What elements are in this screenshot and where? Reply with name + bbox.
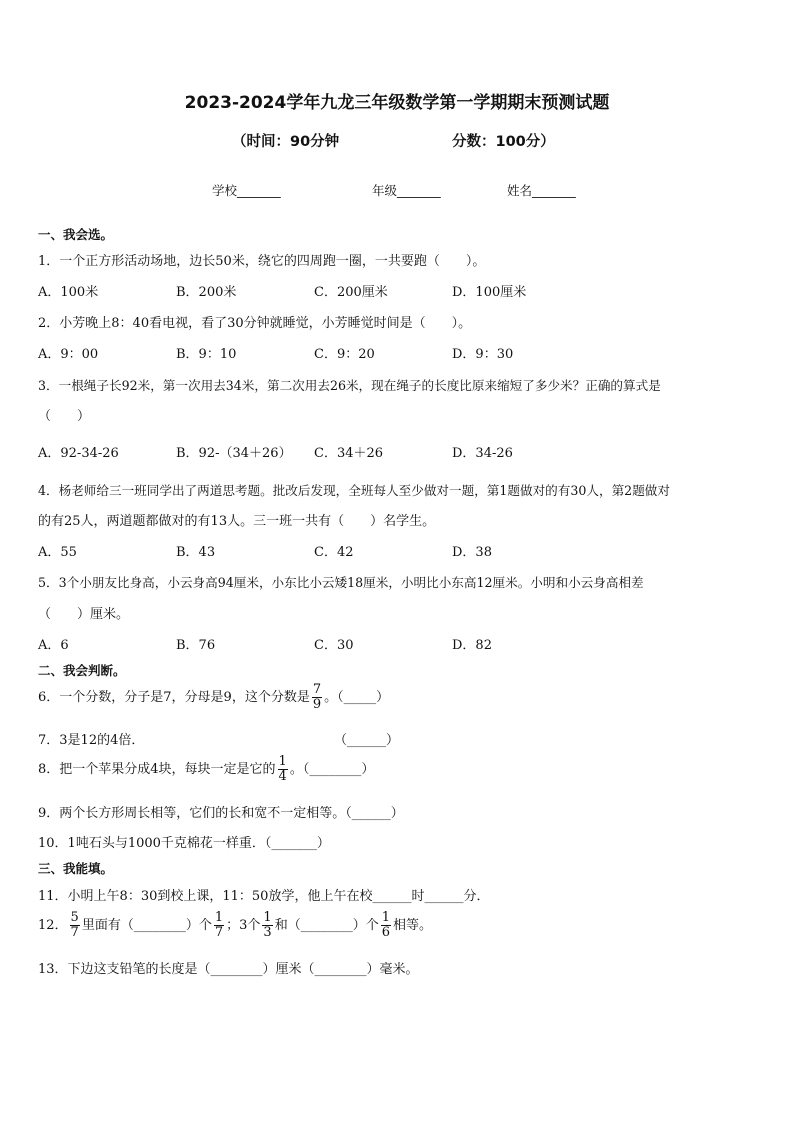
option-b: B．92-（34＋26） <box>176 446 292 461</box>
question-8-text: 8．把一个苹果分成4块，每块一定是它的 <box>38 762 276 777</box>
question-3-blank: （ ） <box>38 409 91 424</box>
option-c: C．34＋26 <box>314 446 384 461</box>
question-2: 2．小芳晚上8：40看电视，看了30分钟就睡觉，小芳睡觉时间是（ ）。 <box>38 316 472 331</box>
question-12-text: ；3个 <box>226 918 261 933</box>
option-a: A．6 <box>38 638 69 653</box>
denominator: 3 <box>263 925 272 940</box>
numerator: 5 <box>70 910 79 925</box>
section-heading: 二、我会判断。 <box>38 663 126 678</box>
option-c: C．30 <box>314 638 354 653</box>
denominator: 7 <box>70 925 79 940</box>
option-b: B．76 <box>176 638 216 653</box>
question-3: 3．一根绳子长92米，第一次用去34米，第二次用去26米，现在绳子的长度比原来缩短了多少米？正确的算式是 <box>38 378 661 393</box>
option-b: B．200米 <box>176 285 237 300</box>
page-title: 2023-2024学年九龙三年级数学第一学期期末预测试题 <box>184 93 610 113</box>
name-field: 姓名_______ <box>507 183 576 198</box>
option-d: D．34-26 <box>452 446 513 461</box>
fraction <box>381 911 391 940</box>
numerator: 1 <box>278 754 287 769</box>
denominator: 6 <box>381 925 390 940</box>
question-7: 7．3是12的4倍． <box>38 733 145 748</box>
option-a: A．100米 <box>38 285 99 300</box>
question-11: 11．小明上午8：30到校上课，11：50放学，他上午在校______时______分． <box>38 889 490 904</box>
section-heading: 三、我能填。 <box>38 861 114 876</box>
question-8 <box>38 755 374 784</box>
denominator: 9 <box>312 697 322 712</box>
option-c: C．9：20 <box>314 347 375 362</box>
option-b: B．9：10 <box>176 347 237 362</box>
question-6-blank: 。（_____） <box>324 690 390 705</box>
question-6 <box>38 683 389 712</box>
question-10: 10．1吨石头与1000千克棉花一样重．（_______） <box>38 836 330 851</box>
question-12 <box>38 911 432 940</box>
option-d: D．9：30 <box>452 347 514 362</box>
question-13: 13．下边这支铅笔的长度是（________）厘米（________）毫米。 <box>38 962 419 977</box>
school-field: 学校_______ <box>212 183 281 198</box>
fraction <box>214 911 224 940</box>
question-7-blank: （______） <box>334 733 400 748</box>
option-c: C．200厘米 <box>314 285 388 300</box>
fraction <box>312 683 322 712</box>
grade-field: 年级_______ <box>372 183 441 198</box>
fraction <box>278 755 288 784</box>
fraction <box>262 911 272 940</box>
question-5: 5．3个小朋友比身高，小云身高94厘米，小东比小云矮18厘米，小明比小东高12厘米。小明和小云身高相差 <box>38 575 644 590</box>
question-8-blank: 。（________） <box>289 762 375 777</box>
fraction <box>70 911 80 940</box>
question-12-text: 和（________）个 <box>274 918 379 933</box>
question-6-text: 6．一个分数，分子是7，分母是9，这个分数是 <box>38 690 310 705</box>
question-1: 1．一个正方形活动场地，边长50米，绕它的四周跑一圈，一共要跑（ ）。 <box>38 254 486 269</box>
numerator: 1 <box>381 910 390 925</box>
option-b: B．43 <box>176 545 216 560</box>
option-a: A．92-34-26 <box>38 446 119 461</box>
question-12-number: 12． <box>38 918 68 933</box>
denominator: 4 <box>278 769 287 784</box>
numerator: 1 <box>263 910 272 925</box>
question-9: 9．两个长方形周长相等，它们的长和宽不一定相等。（______） <box>38 806 404 821</box>
option-d: D．82 <box>452 638 492 653</box>
option-a: A．55 <box>38 545 77 560</box>
section-heading: 一、我会选。 <box>38 227 114 242</box>
option-c: C．42 <box>314 545 354 560</box>
numerator: 1 <box>214 910 224 925</box>
question-4-line2: 的有25人，两道题都做对的有13人。三一班一共有（ ）名学生。 <box>38 514 436 529</box>
option-d: D．100厘米 <box>452 285 527 300</box>
option-a: A．9：00 <box>38 347 99 362</box>
score-label: 分数：100分） <box>452 134 555 150</box>
question-12-text: 相等。 <box>392 918 432 933</box>
denominator: 7 <box>214 925 224 940</box>
time-label: （时间：90分钟 <box>232 134 340 150</box>
question-5-line2: （ ）厘米。 <box>38 607 130 622</box>
question-12-text: 里面有（________）个 <box>81 918 212 933</box>
numerator: 7 <box>312 682 322 697</box>
option-d: D．38 <box>452 545 492 560</box>
question-4: 4．杨老师给三一班同学出了两道思考题。批改后发现，全班每人至少做对一题，第1题做对的有30人，第2题做对 <box>38 483 670 498</box>
